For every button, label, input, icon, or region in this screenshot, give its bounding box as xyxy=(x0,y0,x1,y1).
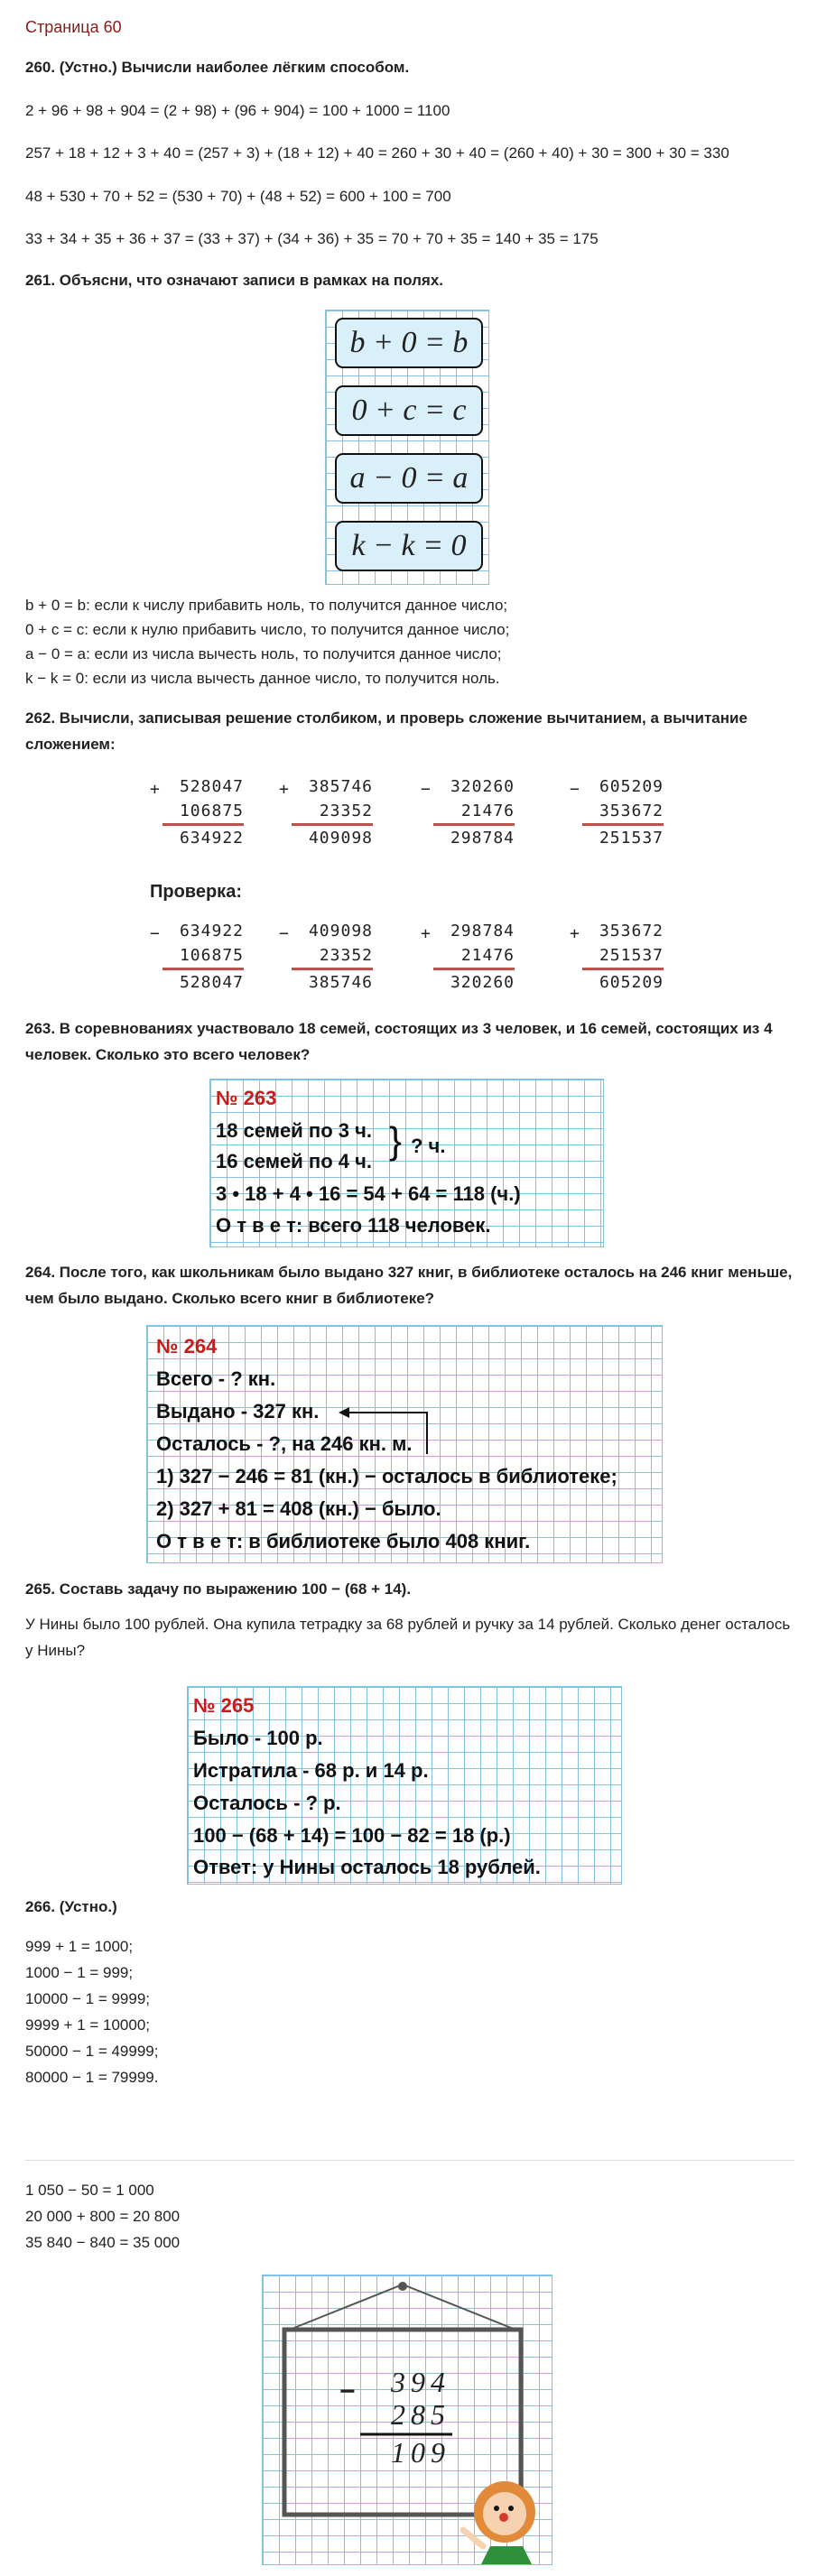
task-264-heading: 264. После того, как школьникам было выдано 327 книг, в библиотеке осталось на 246 книг меньше, чем было выдано. Сколько всего книг в библиотеке? xyxy=(25,1264,793,1307)
solution-263-line-3: 3 • 18 + 4 • 16 = 54 + 64 = 118 (ч.) xyxy=(216,1182,521,1205)
task-261-line-4: k − k = 0: если из числа вычесть данное число, то получится ноль. xyxy=(25,670,500,687)
check-calc-3 xyxy=(421,919,515,995)
column-operand-b: 106875 xyxy=(179,946,244,965)
solution-265-line-4: 100 − (68 + 14) = 100 − 82 = 18 (р.) xyxy=(193,1824,511,1847)
column-operand-a: 409098 xyxy=(308,922,373,941)
task-261-line-2: 0 + c = c: если к нулю прибавить число, то получится данное число; xyxy=(25,621,510,638)
solution-264-number: № 264 xyxy=(156,1335,218,1357)
column-sign: + xyxy=(150,780,161,799)
column-sign: − xyxy=(421,780,432,799)
column-result: 251537 xyxy=(582,823,664,850)
task-261-heading: 261. Объясни, что означают записи в рамках на полях. xyxy=(25,272,444,289)
board-operand-a: 394 xyxy=(391,2366,450,2398)
task-265-heading: 265. Составь задачу по выражению 100 − (68 + 14). xyxy=(25,1580,412,1598)
task-266-heading: 266. (Устно.) xyxy=(25,1898,117,1915)
task-266-line-1: 999 + 1 = 1000; xyxy=(25,1938,134,1955)
column-result: 634922 xyxy=(162,823,244,850)
column-operand-a: 605209 xyxy=(599,777,664,796)
comparison-arrow-icon xyxy=(147,1326,662,1562)
column-operand-a: 320260 xyxy=(450,777,515,796)
column-result: 385746 xyxy=(292,968,373,995)
solution-265-line-3: Осталось - ? р. xyxy=(193,1792,341,1814)
column-sign: + xyxy=(279,780,290,799)
solution-264-line-2: Выдано - 327 кн. xyxy=(156,1400,320,1422)
solution-265-number: № 265 xyxy=(193,1694,255,1717)
formula-box-2: 0 + c = c xyxy=(335,385,483,436)
column-operand-a: 298784 xyxy=(450,922,515,941)
column-result: 298784 xyxy=(433,823,515,850)
column-operand-a: 385746 xyxy=(308,777,373,796)
solution-264-line-3: Осталось - ?, на 246 кн. м. xyxy=(156,1432,413,1455)
extra-line-2: 20 000 + 800 = 20 800 xyxy=(25,2208,181,2225)
column-calc-1 xyxy=(150,774,244,850)
formula-box-1: b + 0 = b xyxy=(335,318,483,368)
column-operand-a: 353672 xyxy=(599,922,664,941)
column-result: 409098 xyxy=(292,823,373,850)
page-title: Страница 60 xyxy=(25,18,122,36)
solution-263-question: ? ч. xyxy=(411,1135,446,1157)
section-divider xyxy=(25,2160,794,2161)
task-266-line-2: 1000 − 1 = 999; xyxy=(25,1964,134,1981)
task-266-line-6: 80000 − 1 = 79999. xyxy=(25,2069,159,2086)
column-operand-b: 251537 xyxy=(599,946,664,965)
column-sign: − xyxy=(570,780,580,799)
task-265-text: У Нины было 100 рублей. Она купила тетрадку за 68 рублей и ручку за 14 рублей. Сколько денег осталось у Нины? xyxy=(25,1616,791,1659)
extra-line-3: 35 840 − 840 = 35 000 xyxy=(25,2234,181,2251)
check-label: Проверка: xyxy=(150,882,242,902)
column-calc-2 xyxy=(279,774,373,850)
formula-box-3: a − 0 = a xyxy=(335,453,483,504)
column-result: 605209 xyxy=(582,968,664,995)
column-operand-a: 528047 xyxy=(179,777,244,796)
solution-264-answer: О т в е т: в библиотеке было 408 книг. xyxy=(156,1530,531,1552)
formula-boxes-panel xyxy=(325,310,489,585)
column-operand-b: 106875 xyxy=(179,802,244,820)
solution-264-line-5: 2) 327 + 81 = 408 (кн.) − было. xyxy=(156,1497,441,1520)
solution-265-line-1: Было - 100 р. xyxy=(193,1727,323,1749)
column-operand-b: 21476 xyxy=(460,946,515,965)
solution-264-line-4: 1) 327 − 246 = 81 (кн.) − осталось в библиотеке; xyxy=(156,1465,617,1487)
board-result: 109 xyxy=(391,2436,450,2469)
task-263-heading: 263. В соревнованиях участвовало 18 семей, состоящих из 3 человек, и 16 семей, состоящих из 4 человек. Сколько это всего человек? xyxy=(25,1020,773,1063)
solution-265-panel xyxy=(187,1686,622,1885)
task-261-line-1: b + 0 = b: если к числу прибавить ноль, то получится данное число; xyxy=(25,597,508,614)
column-sign: − xyxy=(279,924,290,943)
curly-brace-icon: } xyxy=(389,1119,403,1162)
solution-263-answer: О т в е т: всего 118 человек. xyxy=(216,1214,491,1237)
task-260-line-3: 48 + 530 + 70 + 52 = (530 + 70) + (48 + 52) = 600 + 100 = 700 xyxy=(25,188,451,205)
column-sign: + xyxy=(421,924,432,943)
task-260-heading: 260. (Устно.) Вычисли наиболее лёгким способом. xyxy=(25,59,410,76)
check-calc-4 xyxy=(570,919,664,995)
task-262-heading: 262. Вычисли, записывая решение столбиком, и проверь сложение вычитанием, а вычитание сложением: xyxy=(25,709,747,753)
solution-265-line-2: Истратила - 68 р. и 14 р. xyxy=(193,1759,429,1782)
solution-264-panel xyxy=(146,1325,663,1563)
board-operand-b: 285 xyxy=(391,2398,450,2431)
task-266-line-5: 50000 − 1 = 49999; xyxy=(25,2043,159,2060)
solution-263-number: № 263 xyxy=(216,1087,277,1109)
solution-263-line-2: 16 семей по 4 ч. xyxy=(216,1150,372,1172)
board-illustration xyxy=(262,2275,552,2565)
column-operand-b: 23352 xyxy=(319,946,373,965)
column-operand-b: 21476 xyxy=(460,802,515,820)
task-260-line-1: 2 + 96 + 98 + 904 = (2 + 98) + (96 + 904) = 100 + 1000 = 1100 xyxy=(25,102,450,119)
column-operand-b: 353672 xyxy=(599,802,664,820)
solution-263-panel xyxy=(209,1079,604,1247)
extra-line-1: 1 050 − 50 = 1 000 xyxy=(25,2182,154,2199)
column-operand-a: 634922 xyxy=(179,922,244,941)
column-calc-3 xyxy=(421,774,515,850)
solution-264-line-1: Всего - ? кн. xyxy=(156,1367,276,1390)
task-261-line-3: a − 0 = a: если из числа вычесть ноль, то получится данное число; xyxy=(25,645,502,663)
check-calc-2 xyxy=(279,919,373,995)
task-266-line-4: 9999 + 1 = 10000; xyxy=(25,2016,151,2034)
task-260-line-2: 257 + 18 + 12 + 3 + 40 = (257 + 3) + (18 + 12) + 40 = 260 + 30 + 40 = (260 + 40) + 30 = 300 + 30 = 330 xyxy=(25,144,729,162)
solution-265-answer: Ответ: у Нины осталось 18 рублей. xyxy=(193,1856,541,1878)
task-266-line-3: 10000 − 1 = 9999; xyxy=(25,1990,151,2007)
column-sign: − xyxy=(150,924,161,943)
board-minus-sign: − xyxy=(339,2377,356,2406)
column-operand-b: 23352 xyxy=(319,802,373,820)
column-result: 320260 xyxy=(433,968,515,995)
column-sign: + xyxy=(570,924,580,943)
task-260-line-4: 33 + 34 + 35 + 36 + 37 = (33 + 37) + (34 + 36) + 35 = 70 + 70 + 35 = 140 + 35 = 175 xyxy=(25,230,599,247)
column-calc-4 xyxy=(570,774,664,850)
check-calc-1 xyxy=(150,919,244,995)
formula-box-4: k − k = 0 xyxy=(335,521,483,571)
column-result: 528047 xyxy=(162,968,244,995)
solution-263-line-1: 18 семей по 3 ч. xyxy=(216,1119,372,1142)
